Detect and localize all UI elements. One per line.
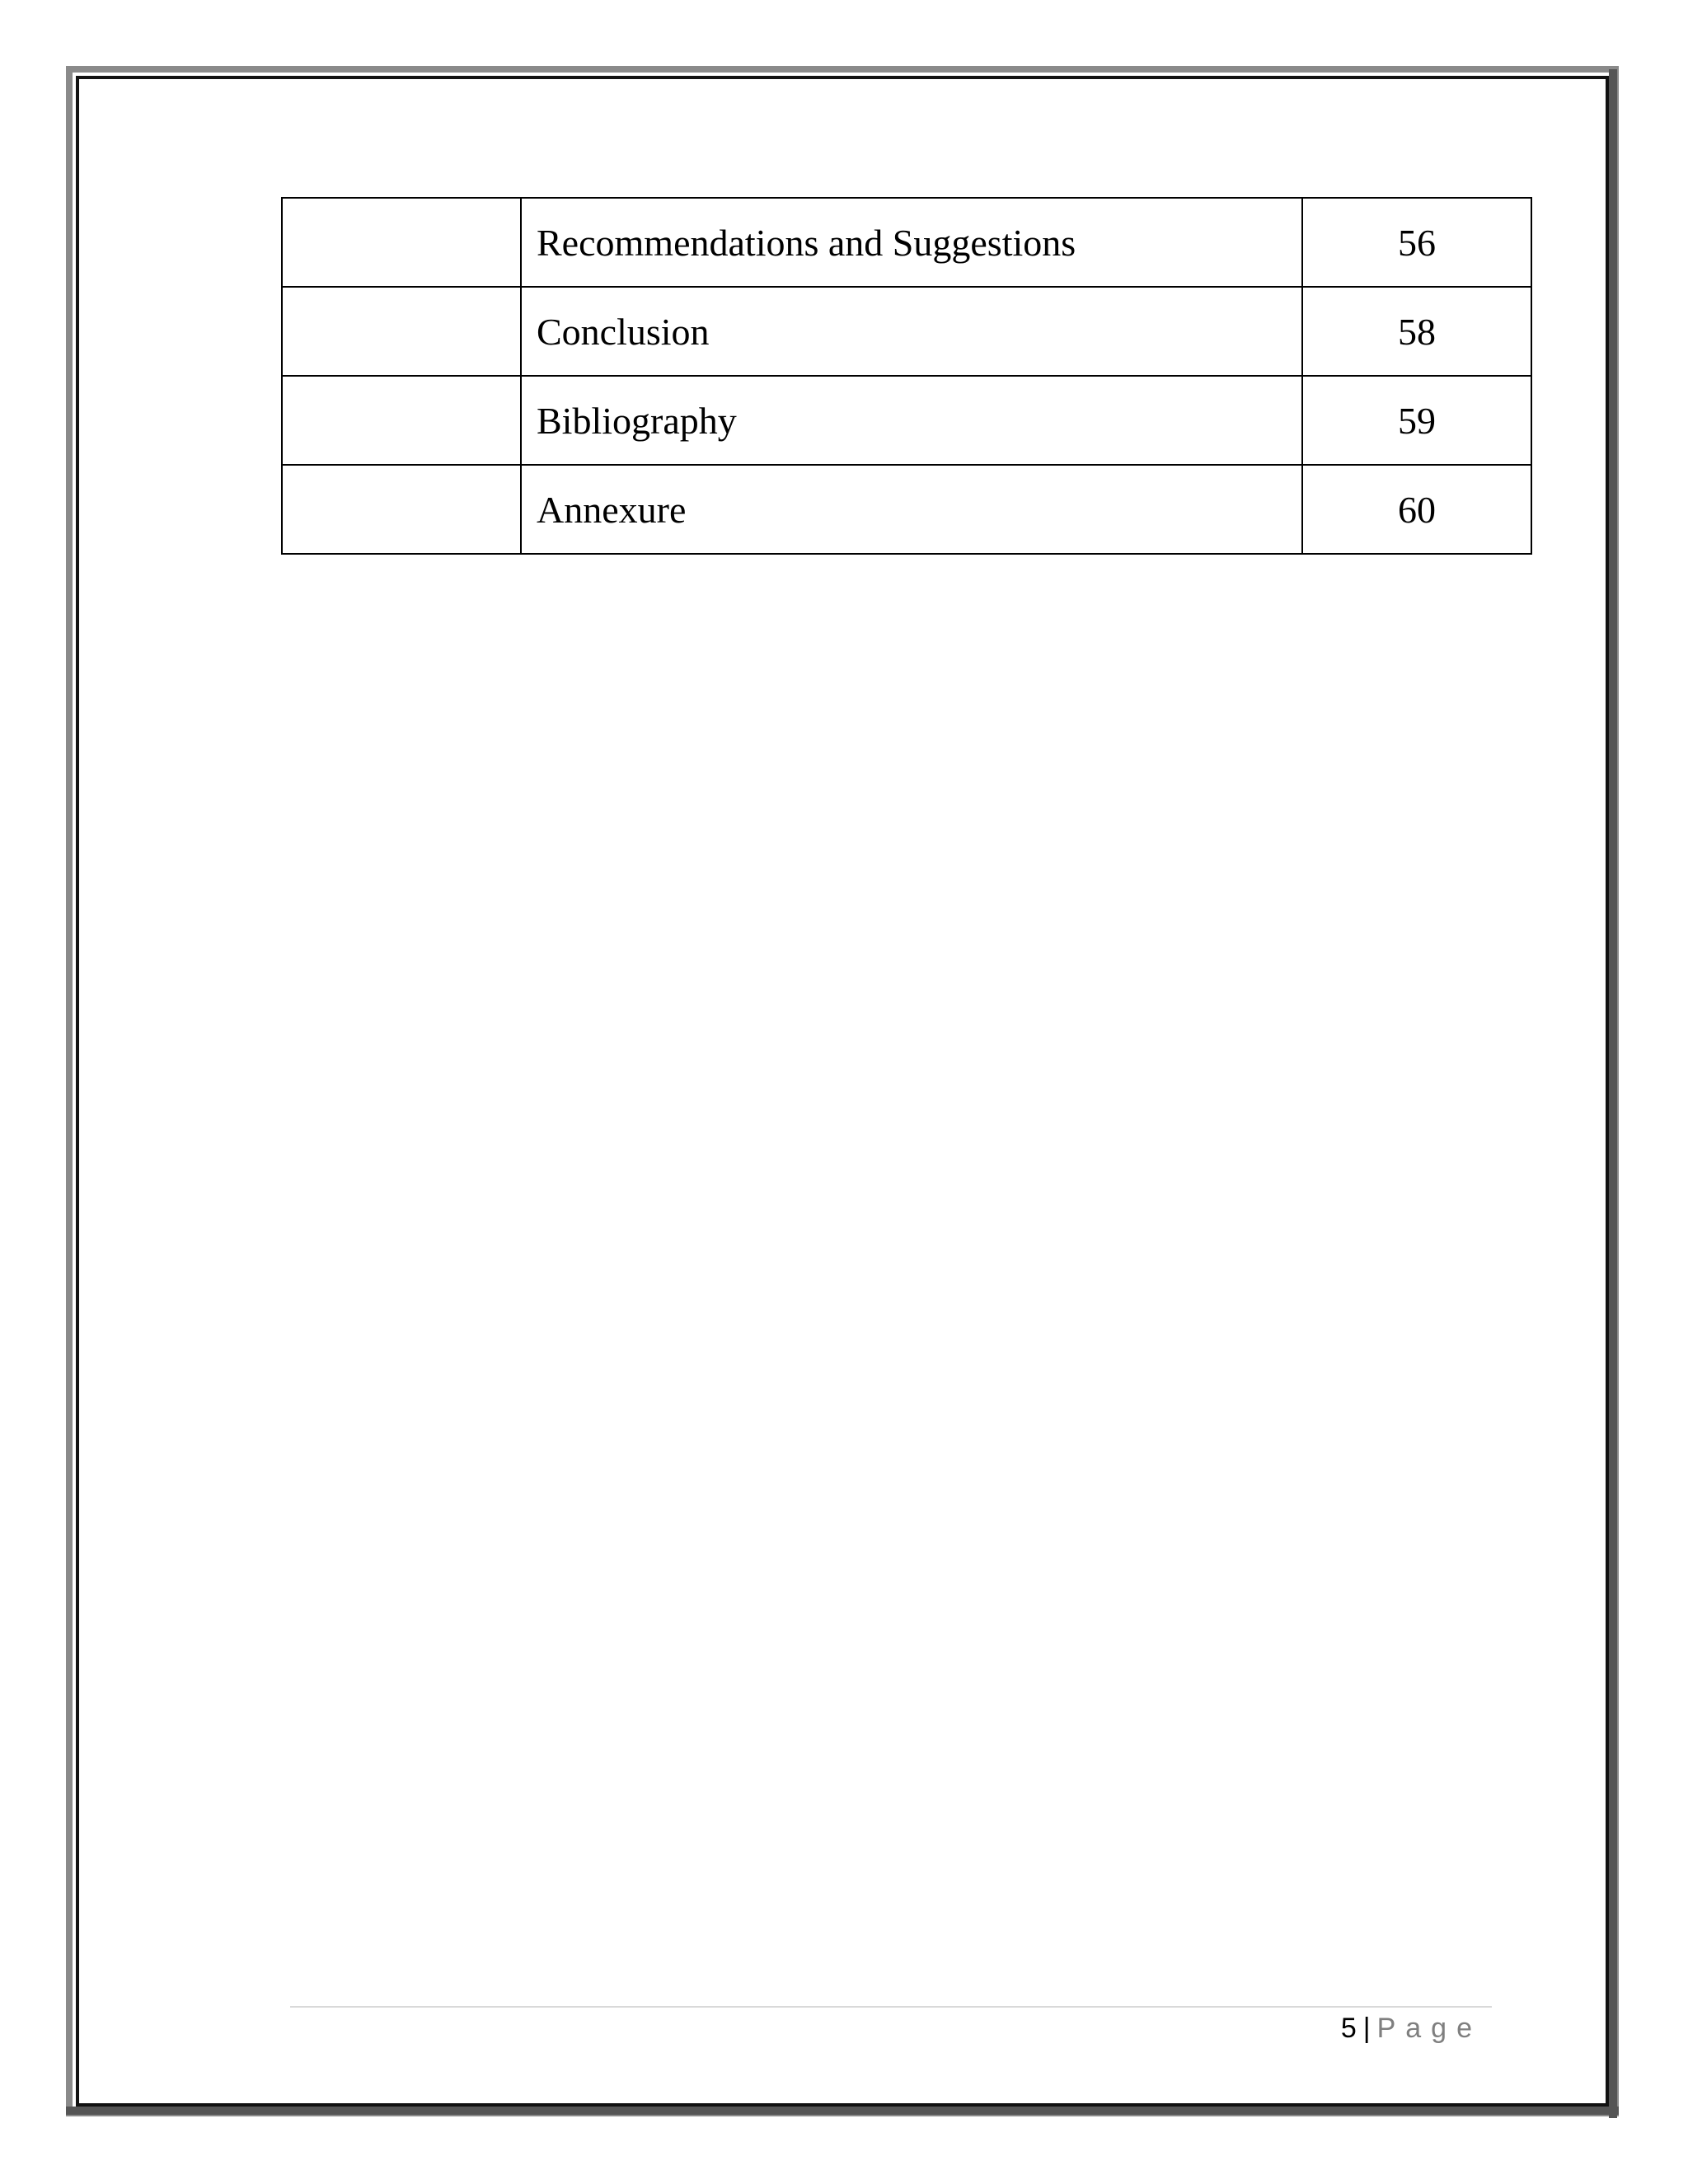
page-footer: [1341, 2013, 1482, 2045]
page-border-shadow-right: [1609, 69, 1617, 2118]
table-row: [282, 465, 1531, 554]
toc-page-cell: 60: [1302, 465, 1531, 554]
toc-page-cell: 59: [1302, 376, 1531, 465]
toc-number-cell: [282, 287, 521, 376]
toc-page-cell: 56: [1302, 198, 1531, 287]
toc-number-cell: [282, 198, 521, 287]
footer-page-number: 5: [1340, 2013, 1357, 2044]
table-of-contents: [281, 197, 1532, 555]
footer-divider: [290, 2006, 1492, 2008]
page-border-shadow-bottom: [66, 2107, 1619, 2115]
toc-title-cell: Annexure: [521, 465, 1302, 554]
toc-number-cell: [282, 465, 521, 554]
toc-number-cell: [282, 376, 521, 465]
toc-title-cell: Bibliography: [521, 376, 1302, 465]
table-row: [282, 376, 1531, 465]
footer-page-word: Page: [1376, 2013, 1482, 2044]
toc-page-cell: 58: [1302, 287, 1531, 376]
toc-title-cell: Recommendations and Suggestions: [521, 198, 1302, 287]
footer-separator: |: [1362, 2013, 1371, 2044]
table-row: [282, 198, 1531, 287]
toc-title-cell: Conclusion: [521, 287, 1302, 376]
table-row: [282, 287, 1531, 376]
